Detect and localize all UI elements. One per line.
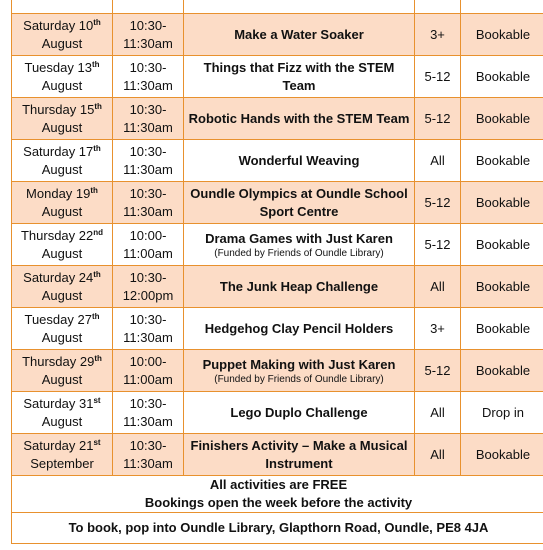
date-suffix: st — [93, 395, 101, 405]
time-start: 10:30- — [129, 17, 167, 33]
activity-title: Hedgehog Clay Pencil Holders — [204, 320, 394, 336]
free-notice: All activities are FREE — [209, 477, 348, 492]
table-row — [12, 140, 543, 182]
age-cell: All — [415, 140, 461, 182]
time-start: 10:00- — [129, 227, 167, 243]
time-cell — [113, 308, 184, 350]
booking-notice: Bookings open the week before the activity — [144, 495, 413, 510]
activity-note: (Funded by Friends of Oundle Library) — [214, 247, 384, 259]
date-month: August — [41, 329, 83, 345]
date-suffix: th — [93, 269, 101, 279]
date-month: August — [41, 371, 83, 387]
age-cell: All — [415, 392, 461, 434]
activity-cell — [184, 392, 415, 434]
date-month: August — [41, 287, 83, 303]
time-end: 11:30am — [123, 203, 173, 219]
table-row — [12, 350, 543, 392]
date-day: Tuesday 27 — [24, 311, 92, 327]
time-start: 10:30- — [129, 59, 167, 75]
time-start: 10:30- — [129, 437, 167, 453]
age-cell: 5-12 — [415, 98, 461, 140]
date-cell — [12, 14, 113, 56]
table-row — [12, 434, 543, 476]
activity-cell — [184, 350, 415, 392]
time-end: 11:00am — [123, 371, 173, 387]
age-cell: 5-12 — [415, 224, 461, 266]
age-cell: 5-12 — [415, 182, 461, 224]
booking-cell: Bookable — [461, 182, 543, 224]
activity-cell — [184, 434, 415, 476]
activity-title: Drama Games with Just Karen — [205, 230, 393, 246]
age-cell: All — [415, 434, 461, 476]
time-end: 11:00am — [123, 245, 173, 261]
time-end: 11:30am — [123, 119, 173, 135]
schedule-sheet — [11, 0, 543, 544]
booking-cell: Bookable — [461, 266, 543, 308]
time-end: 11:30am — [123, 161, 173, 177]
activity-cell — [184, 182, 415, 224]
time-cell — [113, 224, 184, 266]
time-start: 10:30- — [129, 185, 167, 201]
activity-note: (Funded by Friends of Oundle Library) — [214, 373, 384, 385]
activity-cell — [184, 140, 415, 182]
date-day: Saturday 17 — [23, 143, 94, 159]
time-cell — [113, 140, 184, 182]
date-day: Thursday 29 — [22, 353, 95, 369]
date-month: August — [41, 35, 83, 51]
date-suffix: th — [94, 353, 102, 363]
date-cell — [12, 434, 113, 476]
date-suffix: th — [91, 311, 100, 321]
date-suffix: th — [93, 143, 101, 153]
time-end: 11:30am — [123, 35, 173, 51]
date-suffix: nd — [93, 227, 104, 237]
date-day: Saturday 10 — [23, 17, 94, 33]
booking-cell: Bookable — [461, 224, 543, 266]
date-day: Thursday 15 — [22, 101, 95, 117]
activity-title: Robotic Hands with the STEM Team — [188, 110, 410, 126]
date-month: August — [41, 119, 83, 135]
booking-cell: Drop in — [461, 392, 543, 434]
table-row — [12, 14, 543, 56]
table-row — [12, 98, 543, 140]
booking-cell: Bookable — [461, 98, 543, 140]
time-start: 10:30- — [129, 311, 167, 327]
booking-cell: Bookable — [461, 140, 543, 182]
time-cell — [113, 56, 184, 98]
activity-cell — [184, 308, 415, 350]
activity-title: Oundle Olympics at Oundle School Sport Centre — [190, 185, 408, 219]
header-row-edge — [12, 0, 543, 14]
date-month: August — [41, 413, 83, 429]
date-suffix: th — [94, 101, 102, 111]
date-month: September — [30, 455, 94, 471]
table-row — [12, 392, 543, 434]
time-start: 10:30- — [129, 395, 167, 411]
time-start: 10:30- — [129, 269, 167, 285]
table-row — [12, 266, 543, 308]
booking-cell: Bookable — [461, 308, 543, 350]
time-cell — [113, 182, 184, 224]
table-row — [12, 224, 543, 266]
date-suffix: st — [93, 437, 101, 447]
activity-title: Make a Water Soaker — [234, 26, 364, 42]
activity-cell — [184, 224, 415, 266]
activity-cell — [184, 266, 415, 308]
date-cell — [12, 350, 113, 392]
date-cell — [12, 56, 113, 98]
booking-location: To book, pop into Oundle Library, Glapthorn Road, Oundle, PE8 4JA — [12, 513, 543, 544]
date-cell — [12, 182, 113, 224]
date-cell — [12, 392, 113, 434]
date-suffix: th — [91, 59, 100, 69]
date-day: Saturday 21 — [23, 437, 94, 453]
date-month: August — [41, 203, 83, 219]
date-suffix: th — [90, 185, 98, 195]
age-cell: All — [415, 266, 461, 308]
time-cell — [113, 14, 184, 56]
date-day: Monday 19 — [26, 185, 91, 201]
activity-title: Things that Fizz with the STEM Team — [203, 59, 395, 93]
activity-cell — [184, 56, 415, 98]
booking-cell: Bookable — [461, 14, 543, 56]
table-row — [12, 308, 543, 350]
time-cell — [113, 434, 184, 476]
time-end: 11:30am — [123, 329, 173, 345]
activity-title: Wonderful Weaving — [238, 152, 360, 168]
date-cell — [12, 308, 113, 350]
time-cell — [113, 350, 184, 392]
activity-title: Puppet Making with Just Karen — [202, 356, 396, 372]
date-month: August — [41, 245, 83, 261]
time-cell — [113, 98, 184, 140]
age-cell: 5-12 — [415, 350, 461, 392]
age-cell: 5-12 — [415, 56, 461, 98]
time-end: 11:30am — [123, 455, 173, 471]
date-day: Saturday 24 — [23, 269, 94, 285]
activity-title: Finishers Activity – Make a Musical Instrument — [190, 437, 408, 471]
time-end: 12:00pm — [122, 287, 174, 303]
booking-cell: Bookable — [461, 434, 543, 476]
age-cell: 3+ — [415, 308, 461, 350]
date-day: Thursday 22 — [20, 227, 94, 243]
footer-row — [12, 476, 543, 513]
booking-cell: Bookable — [461, 350, 543, 392]
activity-title: The Junk Heap Challenge — [219, 278, 379, 294]
date-month: August — [41, 161, 83, 177]
date-day: Saturday 31 — [23, 395, 94, 411]
date-suffix: th — [93, 17, 101, 27]
time-cell — [113, 392, 184, 434]
time-start: 10:30- — [129, 143, 167, 159]
age-cell: 3+ — [415, 14, 461, 56]
date-month: August — [41, 77, 83, 93]
date-cell — [12, 224, 113, 266]
activity-cell — [184, 14, 415, 56]
date-day: Tuesday 13 — [24, 59, 92, 75]
activity-table — [11, 0, 543, 544]
date-cell — [12, 98, 113, 140]
time-start: 10:00- — [129, 353, 167, 369]
booking-cell: Bookable — [461, 56, 543, 98]
date-cell — [12, 140, 113, 182]
footer-row-booking — [12, 513, 543, 544]
table-row — [12, 182, 543, 224]
activity-title: Lego Duplo Challenge — [230, 404, 368, 420]
time-end: 11:30am — [123, 413, 173, 429]
activity-cell — [184, 98, 415, 140]
date-cell — [12, 266, 113, 308]
time-end: 11:30am — [123, 77, 173, 93]
table-row — [12, 56, 543, 98]
time-cell — [113, 266, 184, 308]
time-start: 10:30- — [129, 101, 167, 117]
